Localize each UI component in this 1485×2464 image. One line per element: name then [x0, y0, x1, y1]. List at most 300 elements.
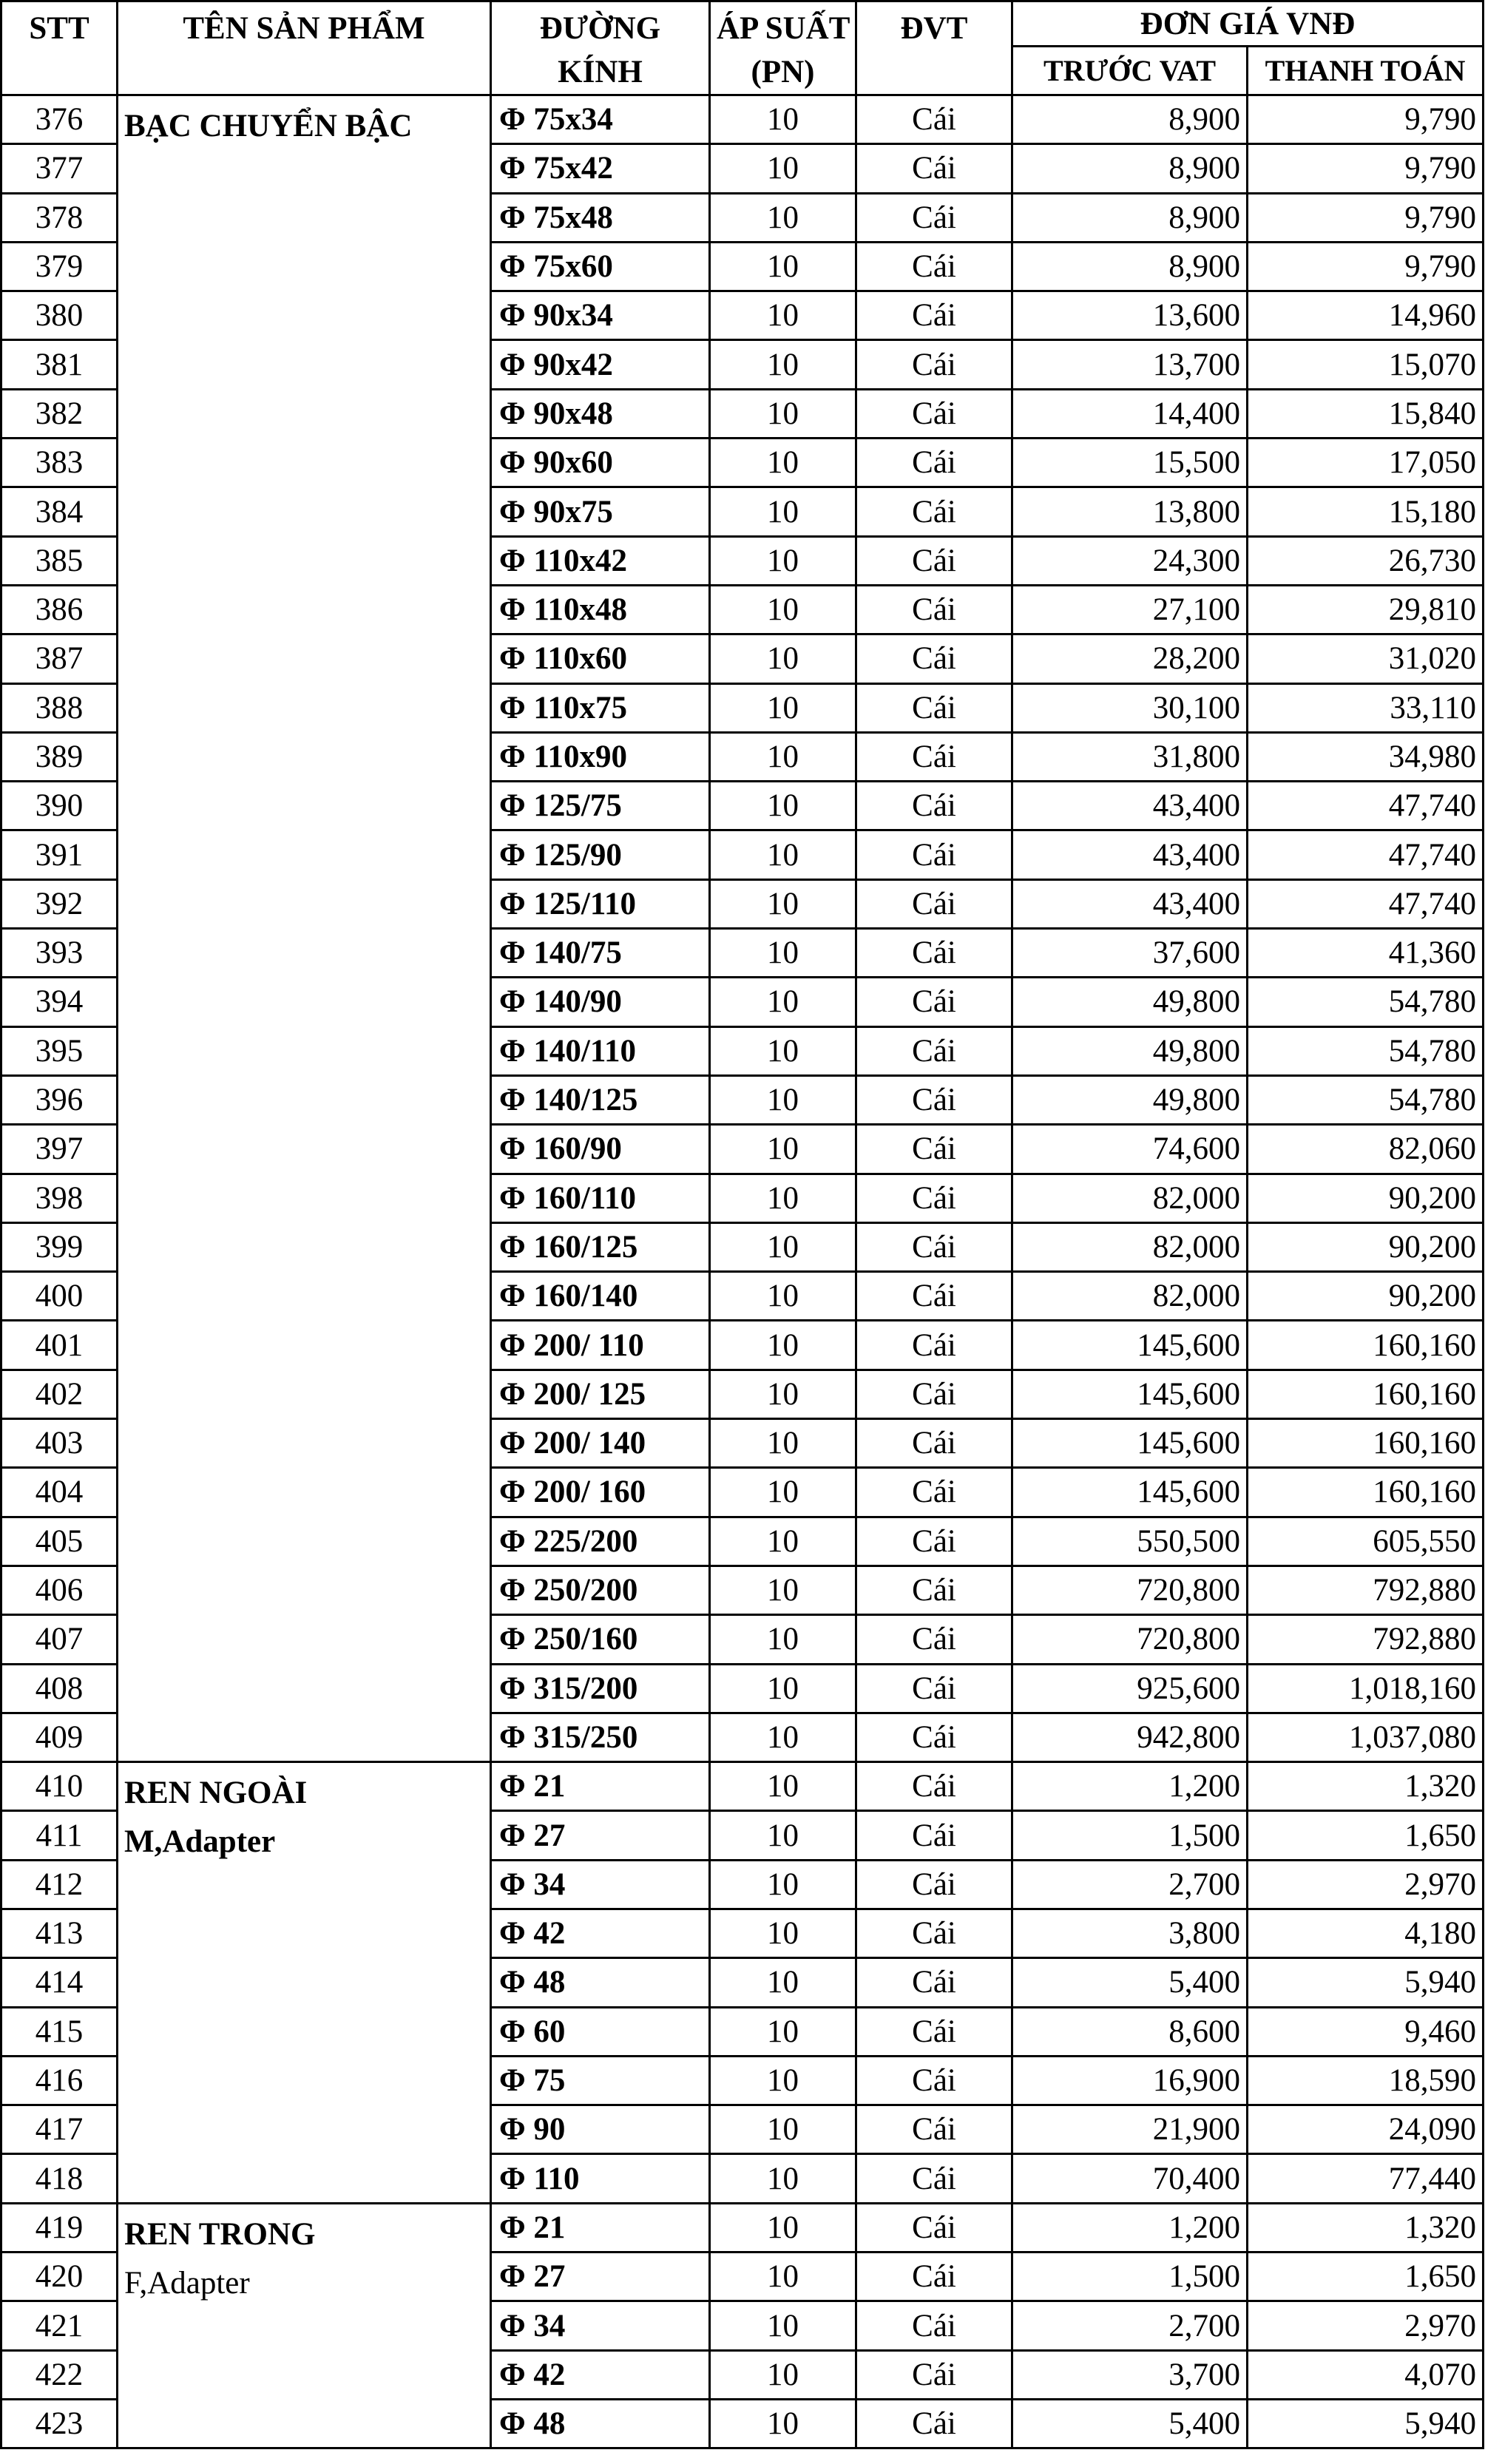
row-price-total: 47,740	[1248, 782, 1484, 830]
row-stt: 392	[1, 879, 118, 928]
row-stt: 383	[1, 439, 118, 487]
row-price-before-vat: 43,400	[1012, 879, 1248, 928]
row-stt: 403	[1, 1419, 118, 1468]
row-price-total: 4,180	[1248, 1909, 1484, 1957]
row-unit: Cái	[856, 1370, 1012, 1418]
row-price-total: 54,780	[1248, 1075, 1484, 1124]
row-price-before-vat: 145,600	[1012, 1468, 1248, 1517]
row-price-before-vat: 1,200	[1012, 1762, 1248, 1811]
row-pressure: 10	[710, 2203, 856, 2252]
product-group-name-line1: REN TRONG	[124, 2216, 316, 2252]
header-diameter-line1: ĐƯỜNG	[539, 11, 661, 46]
row-diameter: Φ 21	[491, 2203, 710, 2252]
row-pressure: 10	[710, 634, 856, 683]
row-stt: 379	[1, 242, 118, 291]
row-price-before-vat: 37,600	[1012, 929, 1248, 978]
row-price-before-vat: 2,700	[1012, 1860, 1248, 1909]
row-price-before-vat: 1,500	[1012, 2253, 1248, 2301]
row-stt: 410	[1, 1762, 118, 1811]
row-pressure: 10	[710, 1909, 856, 1957]
row-diameter: Φ 90x60	[491, 439, 710, 487]
row-diameter: Φ 110x90	[491, 732, 710, 781]
row-unit: Cái	[856, 929, 1012, 978]
row-diameter: Φ 27	[491, 1811, 710, 1860]
table-row	[1, 2203, 1484, 2252]
row-pressure: 10	[710, 585, 856, 634]
row-price-before-vat: 16,900	[1012, 2056, 1248, 2105]
row-price-total: 792,880	[1248, 1615, 1484, 1664]
row-diameter: Φ 90x48	[491, 389, 710, 438]
row-price-total: 77,440	[1248, 2154, 1484, 2203]
row-stt: 411	[1, 1811, 118, 1860]
row-price-total: 2,970	[1248, 2301, 1484, 2350]
row-diameter: Φ 90x75	[491, 487, 710, 536]
row-unit: Cái	[856, 439, 1012, 487]
row-diameter: Φ 75x42	[491, 144, 710, 193]
row-unit: Cái	[856, 95, 1012, 144]
row-diameter: Φ 140/110	[491, 1026, 710, 1075]
row-pressure: 10	[710, 1762, 856, 1811]
row-diameter: Φ 48	[491, 2399, 710, 2448]
row-unit: Cái	[856, 2007, 1012, 2056]
row-unit: Cái	[856, 1026, 1012, 1075]
row-stt: 391	[1, 830, 118, 879]
row-unit: Cái	[856, 291, 1012, 340]
row-price-total: 33,110	[1248, 683, 1484, 732]
row-unit: Cái	[856, 1958, 1012, 2007]
row-price-total: 15,840	[1248, 389, 1484, 438]
row-stt: 406	[1, 1566, 118, 1614]
row-stt: 386	[1, 585, 118, 634]
row-price-before-vat: 5,400	[1012, 1958, 1248, 2007]
row-pressure: 10	[710, 2350, 856, 2399]
row-stt: 420	[1, 2253, 118, 2301]
row-unit: Cái	[856, 1272, 1012, 1321]
row-unit: Cái	[856, 1713, 1012, 1761]
row-diameter: Φ 21	[491, 1762, 710, 1811]
row-price-before-vat: 5,400	[1012, 2399, 1248, 2448]
row-diameter: Φ 110	[491, 2154, 710, 2203]
row-pressure: 10	[710, 1468, 856, 1517]
row-diameter: Φ 315/250	[491, 1713, 710, 1761]
row-price-before-vat: 28,200	[1012, 634, 1248, 683]
header-before-vat: TRƯỚC VAT	[1012, 47, 1248, 95]
row-price-before-vat: 43,400	[1012, 782, 1248, 830]
row-pressure: 10	[710, 1272, 856, 1321]
header-pressure-line1: ÁP SUẤT	[717, 11, 850, 46]
row-diameter: Φ 140/90	[491, 978, 710, 1026]
product-group-name	[118, 95, 491, 1762]
row-pressure: 10	[710, 1075, 856, 1124]
row-price-before-vat: 49,800	[1012, 978, 1248, 1026]
row-price-before-vat: 145,600	[1012, 1321, 1248, 1370]
row-price-before-vat: 49,800	[1012, 1026, 1248, 1075]
table-body	[1, 95, 1484, 2448]
row-price-total: 15,070	[1248, 340, 1484, 389]
row-stt: 399	[1, 1222, 118, 1271]
row-diameter: Φ 110x60	[491, 634, 710, 683]
header-stt: STT	[1, 1, 118, 95]
row-price-total: 47,740	[1248, 830, 1484, 879]
row-unit: Cái	[856, 1517, 1012, 1566]
row-pressure: 10	[710, 2301, 856, 2350]
header-price-group: ĐƠN GIÁ VNĐ	[1012, 1, 1484, 47]
row-price-before-vat: 145,600	[1012, 1370, 1248, 1418]
row-pressure: 10	[710, 1860, 856, 1909]
row-diameter: Φ 125/90	[491, 830, 710, 879]
row-pressure: 10	[710, 2253, 856, 2301]
row-pressure: 10	[710, 1174, 856, 1222]
row-diameter: Φ 75x60	[491, 242, 710, 291]
row-pressure: 10	[710, 929, 856, 978]
row-stt: 409	[1, 1713, 118, 1761]
row-stt: 405	[1, 1517, 118, 1566]
row-price-total: 1,320	[1248, 2203, 1484, 2252]
product-group-name-line1: REN NGOÀI	[124, 1776, 308, 1811]
row-unit: Cái	[856, 1174, 1012, 1222]
row-pressure: 10	[710, 2154, 856, 2203]
row-stt: 377	[1, 144, 118, 193]
row-price-before-vat: 82,000	[1012, 1222, 1248, 1271]
row-price-total: 9,790	[1248, 95, 1484, 144]
row-stt: 412	[1, 1860, 118, 1909]
row-unit: Cái	[856, 1321, 1012, 1370]
row-stt: 418	[1, 2154, 118, 2203]
row-price-total: 1,037,080	[1248, 1713, 1484, 1761]
row-stt: 395	[1, 1026, 118, 1075]
row-diameter: Φ 90x34	[491, 291, 710, 340]
row-unit: Cái	[856, 879, 1012, 928]
row-pressure: 10	[710, 782, 856, 830]
row-diameter: Φ 250/200	[491, 1566, 710, 1614]
row-stt: 413	[1, 1909, 118, 1957]
row-price-total: 5,940	[1248, 1958, 1484, 2007]
row-stt: 380	[1, 291, 118, 340]
row-stt: 397	[1, 1125, 118, 1174]
row-unit: Cái	[856, 340, 1012, 389]
row-price-total: 34,980	[1248, 732, 1484, 781]
row-pressure: 10	[710, 536, 856, 585]
row-pressure: 10	[710, 487, 856, 536]
row-price-before-vat: 13,700	[1012, 340, 1248, 389]
row-diameter: Φ 200/ 110	[491, 1321, 710, 1370]
row-diameter: Φ 90	[491, 2105, 710, 2154]
row-pressure: 10	[710, 242, 856, 291]
row-diameter: Φ 200/ 140	[491, 1419, 710, 1468]
row-stt: 417	[1, 2105, 118, 2154]
row-unit: Cái	[856, 1468, 1012, 1517]
row-diameter: Φ 125/110	[491, 879, 710, 928]
row-pressure: 10	[710, 879, 856, 928]
row-price-total: 26,730	[1248, 536, 1484, 585]
row-price-before-vat: 82,000	[1012, 1174, 1248, 1222]
row-price-total: 9,790	[1248, 144, 1484, 193]
row-pressure: 10	[710, 1321, 856, 1370]
row-pressure: 10	[710, 683, 856, 732]
product-group-name	[118, 1762, 491, 2204]
row-stt: 382	[1, 389, 118, 438]
row-pressure: 10	[710, 732, 856, 781]
row-unit: Cái	[856, 830, 1012, 879]
row-price-before-vat: 925,600	[1012, 1664, 1248, 1713]
row-unit: Cái	[856, 732, 1012, 781]
row-unit: Cái	[856, 389, 1012, 438]
row-price-before-vat: 70,400	[1012, 2154, 1248, 2203]
row-stt: 421	[1, 2301, 118, 2350]
row-pressure: 10	[710, 1811, 856, 1860]
row-diameter: Φ 225/200	[491, 1517, 710, 1566]
row-diameter: Φ 42	[491, 1909, 710, 1957]
row-diameter: Φ 110x75	[491, 683, 710, 732]
product-group-name	[118, 2203, 491, 2448]
row-pressure: 10	[710, 2105, 856, 2154]
row-unit: Cái	[856, 782, 1012, 830]
row-unit: Cái	[856, 2203, 1012, 2252]
row-price-before-vat: 49,800	[1012, 1075, 1248, 1124]
row-pressure: 10	[710, 2007, 856, 2056]
row-stt: 404	[1, 1468, 118, 1517]
row-stt: 390	[1, 782, 118, 830]
row-diameter: Φ 110x48	[491, 585, 710, 634]
row-price-total: 54,780	[1248, 1026, 1484, 1075]
row-price-before-vat: 720,800	[1012, 1566, 1248, 1614]
row-unit: Cái	[856, 193, 1012, 242]
row-unit: Cái	[856, 144, 1012, 193]
row-price-total: 605,550	[1248, 1517, 1484, 1566]
row-price-total: 160,160	[1248, 1370, 1484, 1418]
row-pressure: 10	[710, 144, 856, 193]
row-unit: Cái	[856, 2105, 1012, 2154]
row-unit: Cái	[856, 1222, 1012, 1271]
row-stt: 407	[1, 1615, 118, 1664]
row-diameter: Φ 160/140	[491, 1272, 710, 1321]
header-diameter-line2: KÍNH	[558, 55, 643, 89]
row-stt: 415	[1, 2007, 118, 2056]
row-unit: Cái	[856, 683, 1012, 732]
row-price-before-vat: 31,800	[1012, 732, 1248, 781]
row-price-total: 90,200	[1248, 1222, 1484, 1271]
row-diameter: Φ 42	[491, 2350, 710, 2399]
row-price-before-vat: 13,600	[1012, 291, 1248, 340]
row-stt: 422	[1, 2350, 118, 2399]
row-diameter: Φ 160/110	[491, 1174, 710, 1222]
row-pressure: 10	[710, 1026, 856, 1075]
row-diameter: Φ 75	[491, 2056, 710, 2105]
row-price-total: 15,180	[1248, 487, 1484, 536]
row-price-total: 160,160	[1248, 1321, 1484, 1370]
row-price-before-vat: 74,600	[1012, 1125, 1248, 1174]
row-pressure: 10	[710, 2056, 856, 2105]
row-price-total: 160,160	[1248, 1468, 1484, 1517]
row-unit: Cái	[856, 1075, 1012, 1124]
row-unit: Cái	[856, 1860, 1012, 1909]
row-pressure: 10	[710, 95, 856, 144]
header-pressure	[710, 1, 856, 95]
row-unit: Cái	[856, 1125, 1012, 1174]
table-row	[1, 95, 1484, 144]
row-price-total: 82,060	[1248, 1125, 1484, 1174]
row-price-before-vat: 3,700	[1012, 2350, 1248, 2399]
row-price-total: 4,070	[1248, 2350, 1484, 2399]
row-price-total: 1,650	[1248, 2253, 1484, 2301]
row-pressure: 10	[710, 1125, 856, 1174]
row-diameter: Φ 75x48	[491, 193, 710, 242]
row-diameter: Φ 160/125	[491, 1222, 710, 1271]
table-row	[1, 1762, 1484, 1811]
header-product-name: TÊN SẢN PHẨM	[118, 1, 491, 95]
row-price-total: 1,018,160	[1248, 1664, 1484, 1713]
row-price-before-vat: 1,500	[1012, 1811, 1248, 1860]
row-price-total: 5,940	[1248, 2399, 1484, 2448]
row-stt: 398	[1, 1174, 118, 1222]
header-pressure-line2: (PN)	[751, 55, 815, 89]
row-price-total: 1,650	[1248, 1811, 1484, 1860]
row-stt: 387	[1, 634, 118, 683]
row-price-before-vat: 145,600	[1012, 1419, 1248, 1468]
row-pressure: 10	[710, 340, 856, 389]
row-price-before-vat: 8,900	[1012, 242, 1248, 291]
row-pressure: 10	[710, 978, 856, 1026]
row-price-before-vat: 13,800	[1012, 487, 1248, 536]
row-diameter: Φ 110x42	[491, 536, 710, 585]
row-pressure: 10	[710, 1222, 856, 1271]
row-stt: 416	[1, 2056, 118, 2105]
row-unit: Cái	[856, 2253, 1012, 2301]
row-diameter: Φ 48	[491, 1958, 710, 2007]
row-stt: 419	[1, 2203, 118, 2252]
product-group-name-line2: M,Adapter	[124, 1824, 276, 1860]
row-price-total: 9,460	[1248, 2007, 1484, 2056]
row-unit: Cái	[856, 242, 1012, 291]
row-price-total: 2,970	[1248, 1860, 1484, 1909]
row-price-total: 90,200	[1248, 1174, 1484, 1222]
row-unit: Cái	[856, 1419, 1012, 1468]
header-unit: ĐVT	[856, 1, 1012, 95]
row-pressure: 10	[710, 1419, 856, 1468]
row-pressure: 10	[710, 2399, 856, 2448]
row-price-before-vat: 8,900	[1012, 144, 1248, 193]
row-unit: Cái	[856, 2399, 1012, 2448]
row-unit: Cái	[856, 536, 1012, 585]
row-price-before-vat: 27,100	[1012, 585, 1248, 634]
row-pressure: 10	[710, 1517, 856, 1566]
row-price-total: 24,090	[1248, 2105, 1484, 2154]
row-price-total: 47,740	[1248, 879, 1484, 928]
row-stt: 401	[1, 1321, 118, 1370]
row-price-total: 160,160	[1248, 1419, 1484, 1468]
row-price-total: 792,880	[1248, 1566, 1484, 1614]
row-price-before-vat: 14,400	[1012, 389, 1248, 438]
row-diameter: Φ 315/200	[491, 1664, 710, 1713]
row-stt: 393	[1, 929, 118, 978]
row-diameter: Φ 75x34	[491, 95, 710, 144]
product-group-name-line1: BẠC CHUYỂN BẬC	[124, 109, 413, 143]
row-pressure: 10	[710, 1370, 856, 1418]
header-total: THANH TOÁN	[1248, 47, 1484, 95]
row-unit: Cái	[856, 1762, 1012, 1811]
row-price-total: 1,320	[1248, 1762, 1484, 1811]
row-price-before-vat: 3,800	[1012, 1909, 1248, 1957]
row-unit: Cái	[856, 1664, 1012, 1713]
row-price-before-vat: 720,800	[1012, 1615, 1248, 1664]
row-stt: 400	[1, 1272, 118, 1321]
row-unit: Cái	[856, 2350, 1012, 2399]
row-price-total: 29,810	[1248, 585, 1484, 634]
row-stt: 402	[1, 1370, 118, 1418]
row-unit: Cái	[856, 585, 1012, 634]
row-unit: Cái	[856, 1566, 1012, 1614]
row-unit: Cái	[856, 487, 1012, 536]
row-unit: Cái	[856, 634, 1012, 683]
row-price-total: 18,590	[1248, 2056, 1484, 2105]
row-diameter: Φ 140/75	[491, 929, 710, 978]
row-pressure: 10	[710, 193, 856, 242]
row-unit: Cái	[856, 2301, 1012, 2350]
row-price-total: 90,200	[1248, 1272, 1484, 1321]
row-unit: Cái	[856, 978, 1012, 1026]
row-pressure: 10	[710, 830, 856, 879]
row-pressure: 10	[710, 1615, 856, 1664]
row-stt: 414	[1, 1958, 118, 2007]
row-diameter: Φ 160/90	[491, 1125, 710, 1174]
row-price-total: 54,780	[1248, 978, 1484, 1026]
row-pressure: 10	[710, 291, 856, 340]
row-diameter: Φ 34	[491, 1860, 710, 1909]
row-price-before-vat: 24,300	[1012, 536, 1248, 585]
row-pressure: 10	[710, 1713, 856, 1761]
row-stt: 385	[1, 536, 118, 585]
row-diameter: Φ 125/75	[491, 782, 710, 830]
row-price-before-vat: 30,100	[1012, 683, 1248, 732]
row-diameter: Φ 60	[491, 2007, 710, 2056]
row-price-before-vat: 8,900	[1012, 95, 1248, 144]
row-price-before-vat: 43,400	[1012, 830, 1248, 879]
header-diameter	[491, 1, 710, 95]
row-price-before-vat: 15,500	[1012, 439, 1248, 487]
row-stt: 396	[1, 1075, 118, 1124]
row-price-before-vat: 2,700	[1012, 2301, 1248, 2350]
row-diameter: Φ 200/ 160	[491, 1468, 710, 1517]
row-stt: 376	[1, 95, 118, 144]
row-price-total: 9,790	[1248, 242, 1484, 291]
row-price-before-vat: 1,200	[1012, 2203, 1248, 2252]
row-diameter: Φ 140/125	[491, 1075, 710, 1124]
row-price-before-vat: 82,000	[1012, 1272, 1248, 1321]
row-price-total: 17,050	[1248, 439, 1484, 487]
row-price-before-vat: 942,800	[1012, 1713, 1248, 1761]
row-stt: 408	[1, 1664, 118, 1713]
row-unit: Cái	[856, 1811, 1012, 1860]
row-unit: Cái	[856, 2154, 1012, 2203]
row-diameter: Φ 200/ 125	[491, 1370, 710, 1418]
row-unit: Cái	[856, 1615, 1012, 1664]
row-price-total: 31,020	[1248, 634, 1484, 683]
row-diameter: Φ 90x42	[491, 340, 710, 389]
row-pressure: 10	[710, 1958, 856, 2007]
row-stt: 388	[1, 683, 118, 732]
row-pressure: 10	[710, 1566, 856, 1614]
row-diameter: Φ 250/160	[491, 1615, 710, 1664]
row-pressure: 10	[710, 439, 856, 487]
row-pressure: 10	[710, 1664, 856, 1713]
row-price-total: 9,790	[1248, 193, 1484, 242]
row-stt: 378	[1, 193, 118, 242]
row-price-total: 14,960	[1248, 291, 1484, 340]
row-unit: Cái	[856, 1909, 1012, 1957]
row-stt: 389	[1, 732, 118, 781]
table-header	[1, 1, 1484, 95]
row-price-before-vat: 21,900	[1012, 2105, 1248, 2154]
